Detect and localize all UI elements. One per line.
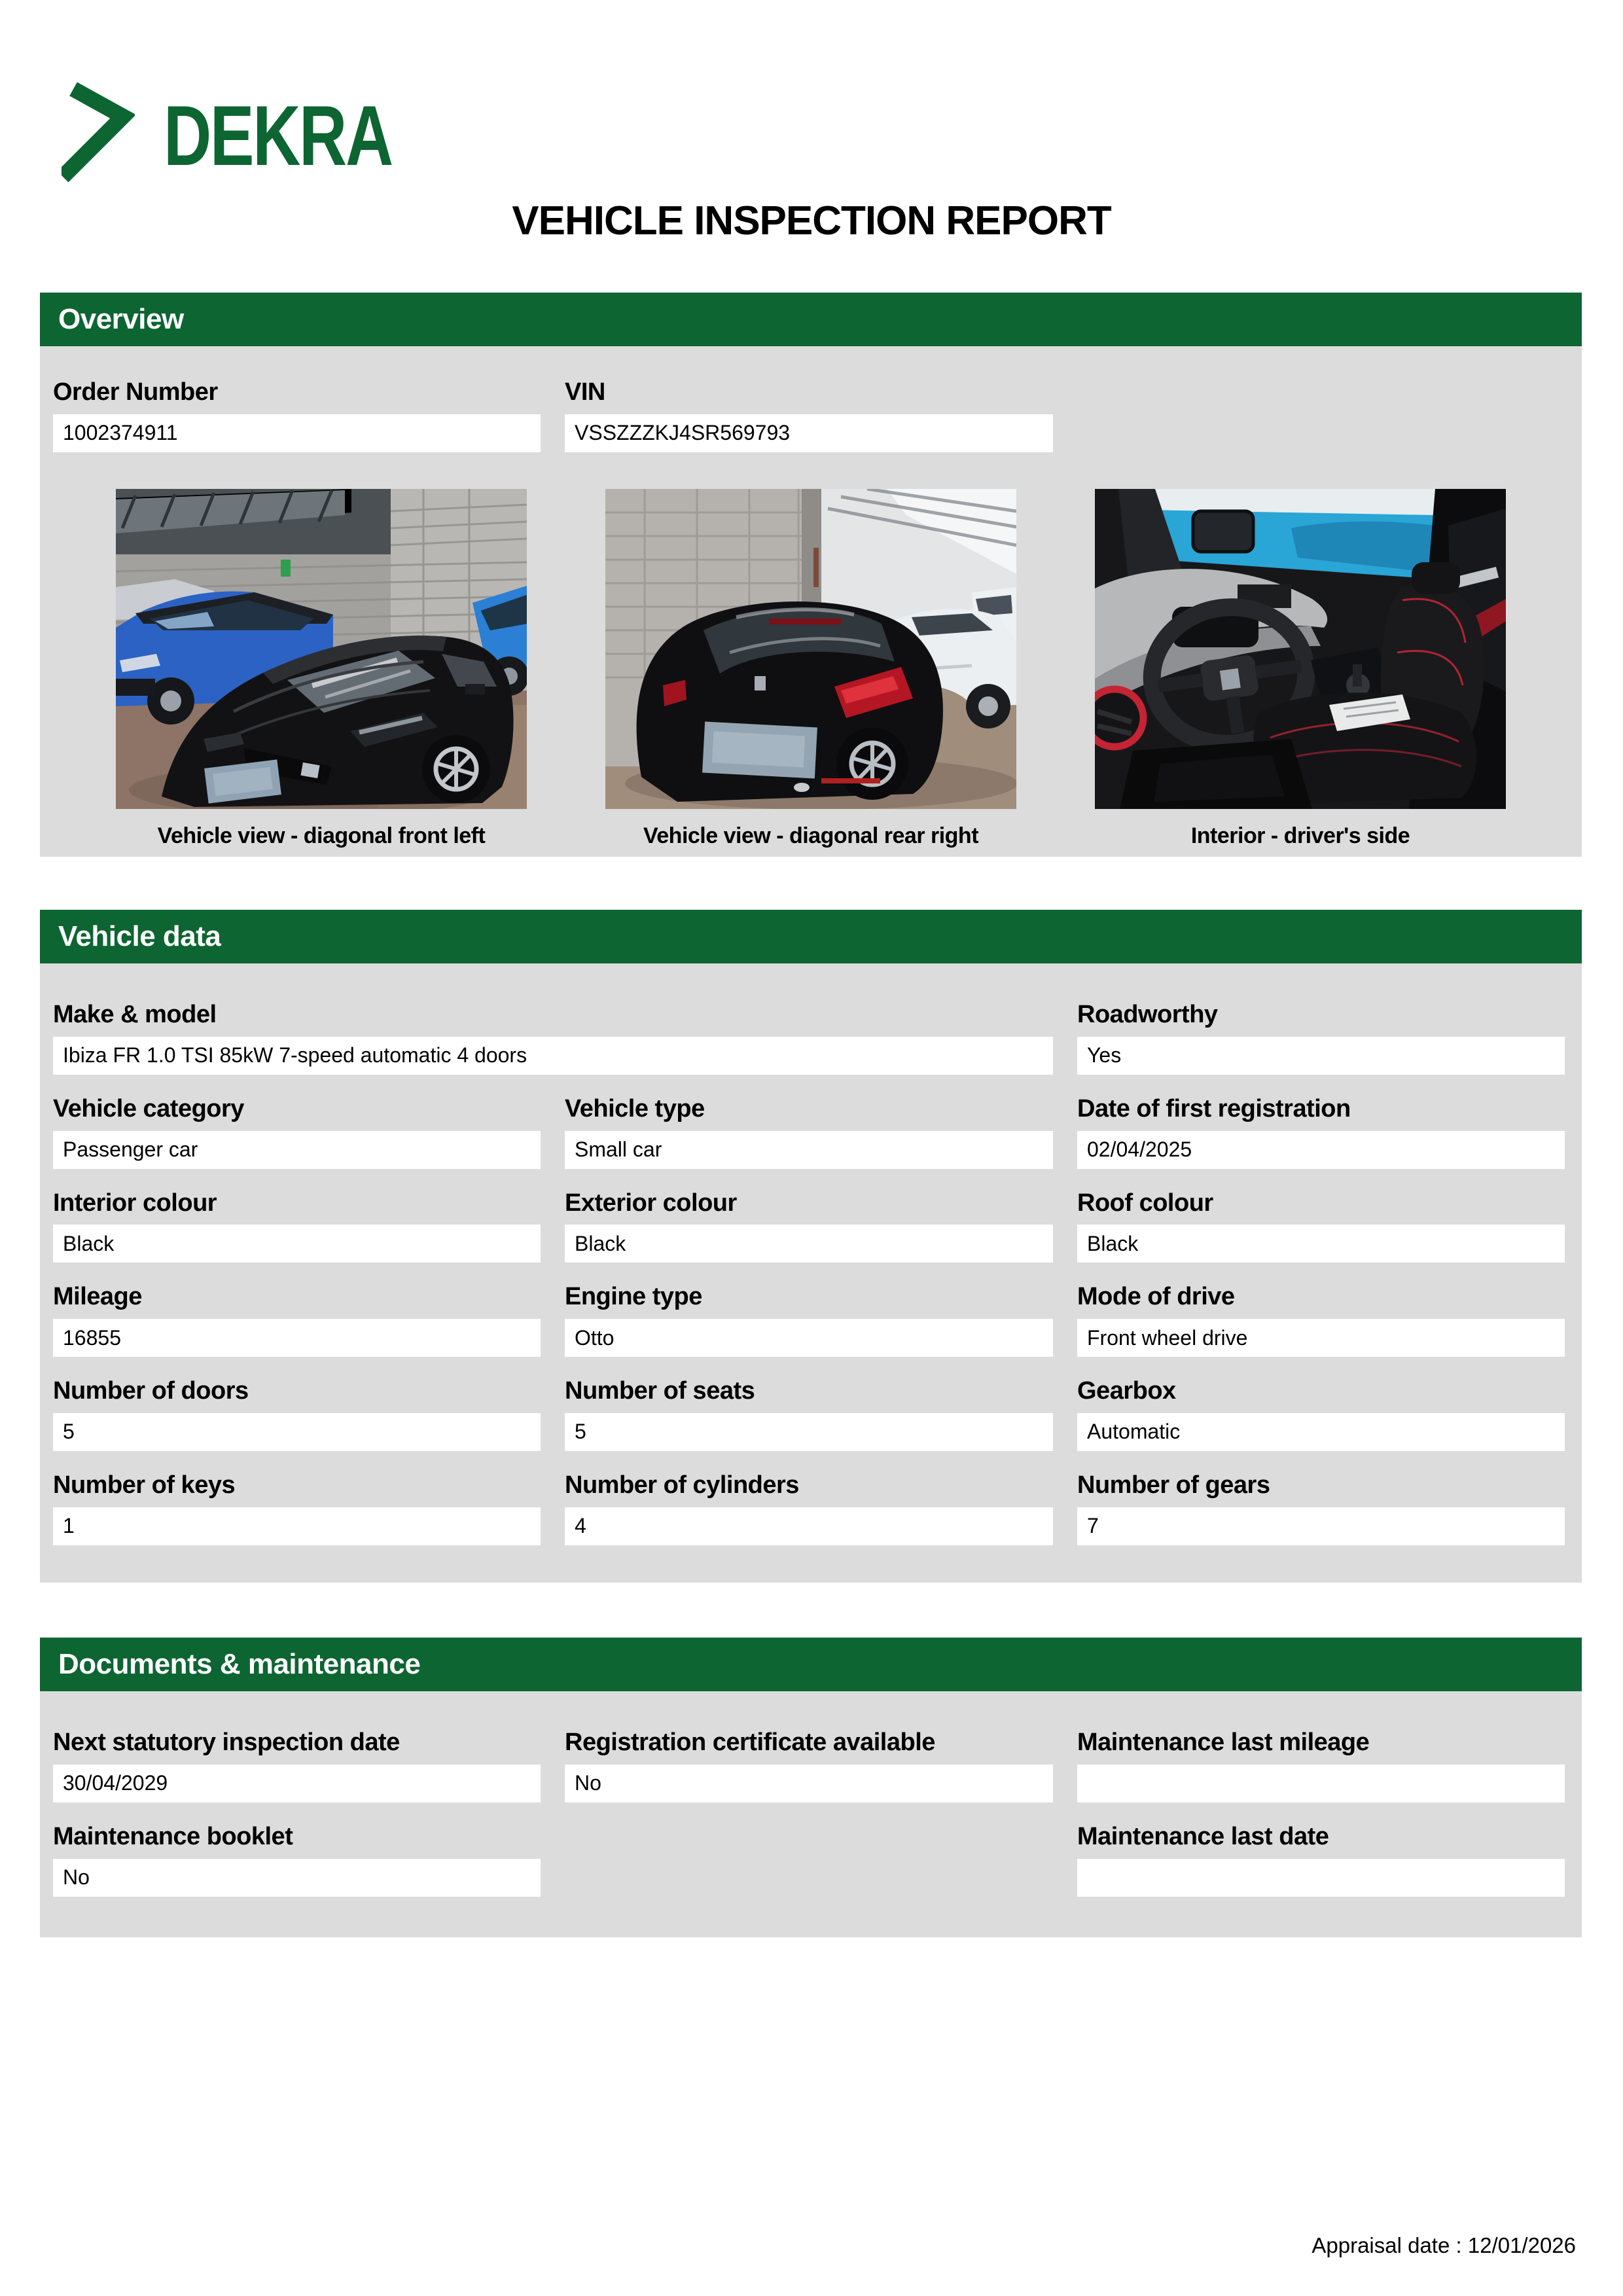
number-of-cylinders-field xyxy=(565,1472,1053,1545)
dekra-arrow-icon xyxy=(62,82,135,182)
documents-maintenance-section xyxy=(40,1638,1582,1937)
photo-card-interior xyxy=(1095,489,1506,849)
overview-section-body xyxy=(40,346,1582,857)
interior-drivers-side-photo xyxy=(1095,489,1506,809)
number-of-seats-label: Number of seats xyxy=(565,1377,755,1405)
number-of-gears-value: 7 xyxy=(1077,1507,1565,1545)
overview-section-header: Overview xyxy=(40,293,1582,346)
exterior-colour-value: Black xyxy=(565,1225,1053,1263)
dekra-logo-text: DEKRA xyxy=(164,88,392,183)
vehicle-photos xyxy=(40,489,1582,849)
maintenance-last-mileage-value xyxy=(1077,1765,1565,1803)
number-of-seats-value: 5 xyxy=(565,1413,1053,1451)
number-of-keys-label: Number of keys xyxy=(53,1471,236,1499)
number-of-seats-field xyxy=(565,1378,1053,1451)
registration-certificate-label: Registration certificate available xyxy=(565,1729,935,1756)
page-title: VEHICLE INSPECTION REPORT xyxy=(512,198,1111,243)
vin-field xyxy=(565,379,1053,452)
make-model-field xyxy=(53,1001,1053,1075)
make-model-label: Make & model xyxy=(53,1001,217,1028)
vehicle-data-section-body xyxy=(40,963,1582,1583)
next-inspection-date-label: Next statutory inspection date xyxy=(53,1729,400,1756)
maintenance-last-date-field xyxy=(1077,1823,1565,1897)
photo-card-front-left xyxy=(116,489,527,849)
registration-certificate-value: No xyxy=(565,1765,1053,1803)
roof-colour-value: Black xyxy=(1077,1225,1565,1263)
engine-type-label: Engine type xyxy=(565,1283,702,1311)
maintenance-booklet-value: No xyxy=(53,1859,541,1897)
interior-colour-label: Interior colour xyxy=(53,1189,217,1217)
next-inspection-date-field xyxy=(53,1729,541,1803)
mode-of-drive-label: Mode of drive xyxy=(1077,1283,1235,1311)
vehicle-type-field xyxy=(565,1096,1053,1169)
documents-section-body xyxy=(40,1691,1582,1937)
number-of-keys-value: 1 xyxy=(53,1507,541,1545)
roof-colour-field xyxy=(1077,1190,1565,1263)
number-of-doors-value: 5 xyxy=(53,1413,541,1451)
gearbox-field xyxy=(1077,1378,1565,1451)
appraisal-date: Appraisal date : 12/01/2026 xyxy=(1311,2233,1576,2257)
vehicle-category-value: Passenger car xyxy=(53,1131,541,1169)
number-of-gears-label: Number of gears xyxy=(1077,1471,1270,1499)
photo-card-rear-right xyxy=(605,489,1016,849)
mileage-value: 16855 xyxy=(53,1319,541,1357)
vehicle-type-label: Vehicle type xyxy=(565,1094,705,1122)
photo-caption: Vehicle view - diagonal front left xyxy=(157,823,486,848)
make-model-value: Ibiza FR 1.0 TSI 85kW 7-speed automatic 4 doors xyxy=(53,1037,1053,1075)
mileage-label: Mileage xyxy=(53,1283,142,1311)
registration-certificate-field xyxy=(565,1729,1053,1803)
number-of-cylinders-value: 4 xyxy=(565,1507,1053,1545)
vehicle-category-label: Vehicle category xyxy=(53,1094,244,1122)
vehicle-data-section-header: Vehicle data xyxy=(40,910,1582,963)
first-registration-field xyxy=(1077,1096,1565,1169)
roadworthy-label: Roadworthy xyxy=(1077,1001,1218,1028)
empty-grid-cell xyxy=(565,1823,1053,1897)
roof-colour-label: Roof colour xyxy=(1077,1189,1213,1217)
vehicle-front-left-photo xyxy=(116,489,527,809)
first-registration-value: 02/04/2025 xyxy=(1077,1131,1565,1169)
number-of-cylinders-label: Number of cylinders xyxy=(565,1471,799,1499)
mode-of-drive-value: Front wheel drive xyxy=(1077,1319,1565,1357)
maintenance-last-mileage-field xyxy=(1077,1729,1565,1803)
mileage-field xyxy=(53,1283,541,1357)
gearbox-label: Gearbox xyxy=(1077,1377,1176,1405)
engine-type-field xyxy=(565,1283,1053,1357)
order-number-value: 1002374911 xyxy=(53,414,541,452)
vin-label: VIN xyxy=(565,378,605,406)
interior-colour-field xyxy=(53,1190,541,1263)
gearbox-value: Automatic xyxy=(1077,1413,1565,1451)
vehicle-data-section xyxy=(40,910,1582,1583)
maintenance-booklet-label: Maintenance booklet xyxy=(53,1822,293,1850)
vehicle-rear-right-photo xyxy=(605,489,1016,809)
vehicle-type-value: Small car xyxy=(565,1131,1053,1169)
first-registration-label: Date of first registration xyxy=(1077,1094,1351,1122)
engine-type-value: Otto xyxy=(565,1319,1053,1357)
overview-section xyxy=(40,293,1582,857)
exterior-colour-field xyxy=(565,1190,1053,1263)
vin-value: VSSZZZKJ4SR569793 xyxy=(565,414,1053,452)
photo-caption: Vehicle view - diagonal rear right xyxy=(643,823,979,848)
maintenance-booklet-field xyxy=(53,1823,541,1897)
interior-colour-value: Black xyxy=(53,1225,541,1263)
vehicle-category-field xyxy=(53,1096,541,1169)
maintenance-last-mileage-label: Maintenance last mileage xyxy=(1077,1729,1370,1756)
roadworthy-value: Yes xyxy=(1077,1037,1565,1075)
number-of-keys-field xyxy=(53,1472,541,1545)
roadworthy-field xyxy=(1077,1001,1565,1075)
dekra-logo xyxy=(62,82,456,182)
maintenance-last-date-value xyxy=(1077,1859,1565,1897)
number-of-gears-field xyxy=(1077,1472,1565,1545)
number-of-doors-label: Number of doors xyxy=(53,1377,249,1405)
order-number-field xyxy=(53,379,541,452)
photo-caption: Interior - driver's side xyxy=(1190,823,1410,848)
exterior-colour-label: Exterior colour xyxy=(565,1189,737,1217)
documents-section-header: Documents & maintenance xyxy=(40,1638,1582,1691)
number-of-doors-field xyxy=(53,1378,541,1451)
next-inspection-date-value: 30/04/2029 xyxy=(53,1765,541,1803)
mode-of-drive-field xyxy=(1077,1283,1565,1357)
order-number-label: Order Number xyxy=(53,378,218,406)
maintenance-last-date-label: Maintenance last date xyxy=(1077,1822,1329,1850)
